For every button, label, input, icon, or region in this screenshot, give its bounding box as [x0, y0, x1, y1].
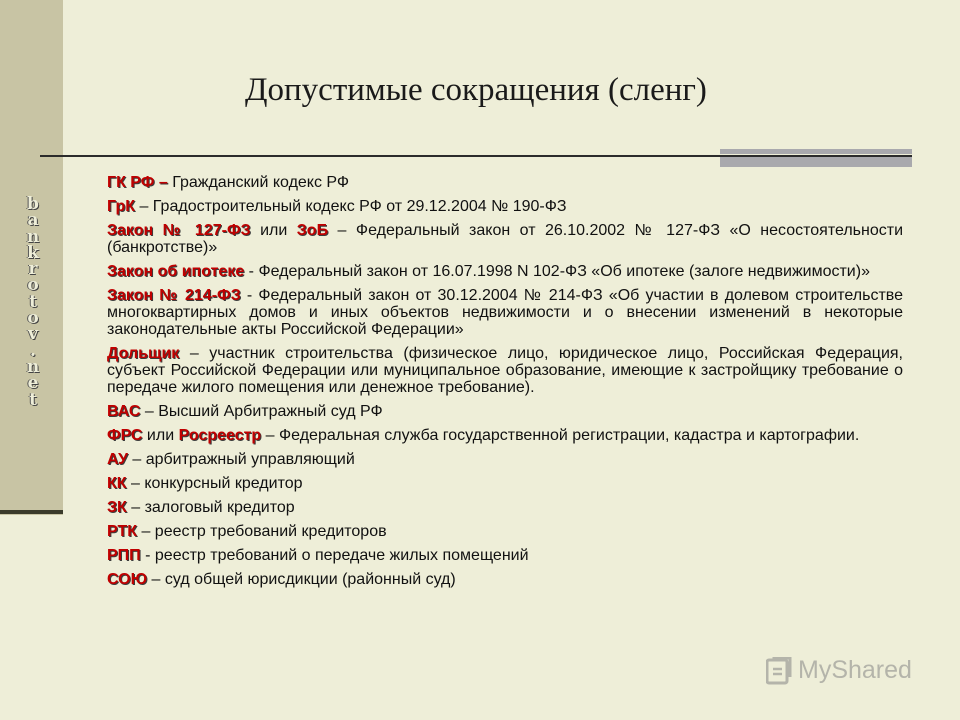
abbreviation-entry	[107, 263, 903, 280]
abbreviation-entry	[107, 403, 903, 420]
abbreviation-definition: или	[250, 222, 297, 239]
abbreviation-term: ГК РФ –	[107, 174, 173, 191]
abbreviation-definition: или	[142, 427, 179, 444]
abbreviation-term: ЗоБ	[296, 222, 329, 239]
abbreviation-definition: – конкурсный кредитор	[126, 475, 303, 492]
side-label-char: b	[27, 194, 39, 214]
side-label-char: v	[28, 324, 38, 345]
abbreviation-entry	[107, 222, 903, 256]
abbreviation-entry	[107, 345, 903, 396]
abbreviation-definition: – суд общей юрисдикции (районный суд)	[147, 571, 456, 588]
abbreviation-definition: – залоговый кредитор	[126, 499, 295, 516]
abbreviation-term: Закон об ипотеке	[107, 263, 245, 280]
side-label-char: o	[27, 308, 39, 329]
abbreviation-entry	[107, 475, 903, 492]
abbreviation-term: РТК	[107, 523, 137, 540]
abbreviation-definition: – Федеральный закон от 26.10.2002 № 127-ФЗ «О несостоятельности (банкротстве)»	[107, 222, 903, 256]
abbreviation-definition: – Федеральная служба государственной регистрации, кадастра и картографии.	[261, 427, 860, 444]
side-label-char: t	[29, 389, 37, 410]
abbreviation-definition: - Федеральный закон от 16.07.1998 N 102-ФЗ «Об ипотеке (залоге недвижимости)»	[244, 263, 870, 280]
side-label-char: .	[30, 340, 36, 361]
abbreviation-term: ВАС	[107, 403, 141, 420]
abbreviation-entry	[107, 287, 903, 338]
abbreviation-entry	[107, 571, 903, 588]
abbreviation-entry	[107, 547, 903, 564]
abbreviation-term: ЗК	[107, 499, 127, 516]
abbreviation-term: ГрК	[107, 198, 135, 215]
abbreviation-entry	[107, 174, 903, 191]
side-label-char: e	[27, 373, 39, 394]
abbreviation-term: ФРС	[107, 427, 143, 444]
slide-title: Допустимые сокращения (сленг)	[245, 72, 707, 108]
watermark	[766, 656, 912, 685]
abbreviation-term: КК	[107, 475, 127, 492]
abbreviation-term: Росреестр	[178, 427, 262, 444]
abbreviation-definition: - Федеральный закон от 30.12.2004 № 214-ФЗ «Об участии в долевом строительстве многоквартирных домов и иных объектов недвижимости и о внесении изменений в некоторые законодательные акты Российской Федерации»	[107, 287, 903, 338]
side-label-char: n	[26, 356, 40, 377]
abbreviation-definition: Гражданский кодекс РФ	[172, 174, 350, 191]
abbreviation-term: Закон № 127-ФЗ	[107, 222, 251, 239]
abbreviation-term: Закон № 214-ФЗ	[107, 287, 241, 304]
abbreviation-entry	[107, 499, 903, 516]
abbreviation-entry	[107, 427, 903, 444]
side-bar-underline	[0, 510, 63, 514]
abbreviation-term: СОЮ	[107, 571, 148, 588]
side-label-char: t	[29, 291, 37, 312]
abbreviation-list	[107, 174, 903, 595]
side-label	[20, 196, 46, 408]
abbreviation-term: Дольщик	[107, 345, 180, 362]
abbreviation-definition: – Градостроительный кодекс РФ от 29.12.2004 № 190-ФЗ	[135, 198, 567, 215]
abbreviation-definition: – участник строительства (физическое лицо, юридическое лицо, Российская Федерация, субъект Российской Федерации или муниципальное образование, имеющие к застройщику требование о передаче жилого помещения или денежное требование).	[107, 345, 903, 396]
title-divider-accent	[720, 149, 912, 167]
title-divider-line	[720, 155, 912, 157]
side-label-char: n	[26, 226, 40, 247]
abbreviation-definition: - реестр требований о передаче жилых помещений	[140, 547, 529, 564]
abbreviation-definition: – Высший Арбитражный суд РФ	[140, 403, 383, 420]
abbreviation-entry	[107, 198, 903, 215]
side-label-char: k	[27, 242, 39, 263]
abbreviation-definition: – арбитражный управляющий	[127, 451, 355, 468]
abbreviation-entry	[107, 451, 903, 468]
abbreviation-entry	[107, 523, 903, 540]
myshared-logo-icon	[766, 657, 792, 685]
side-label-char: o	[27, 275, 39, 296]
side-label-char: r	[28, 259, 38, 280]
watermark-text: MyShared	[798, 656, 912, 684]
abbreviation-definition: – реестр требований кредиторов	[137, 523, 387, 540]
abbreviation-term: РПП	[107, 547, 141, 564]
side-label-char: a	[27, 210, 39, 231]
abbreviation-term: АУ	[107, 451, 128, 468]
